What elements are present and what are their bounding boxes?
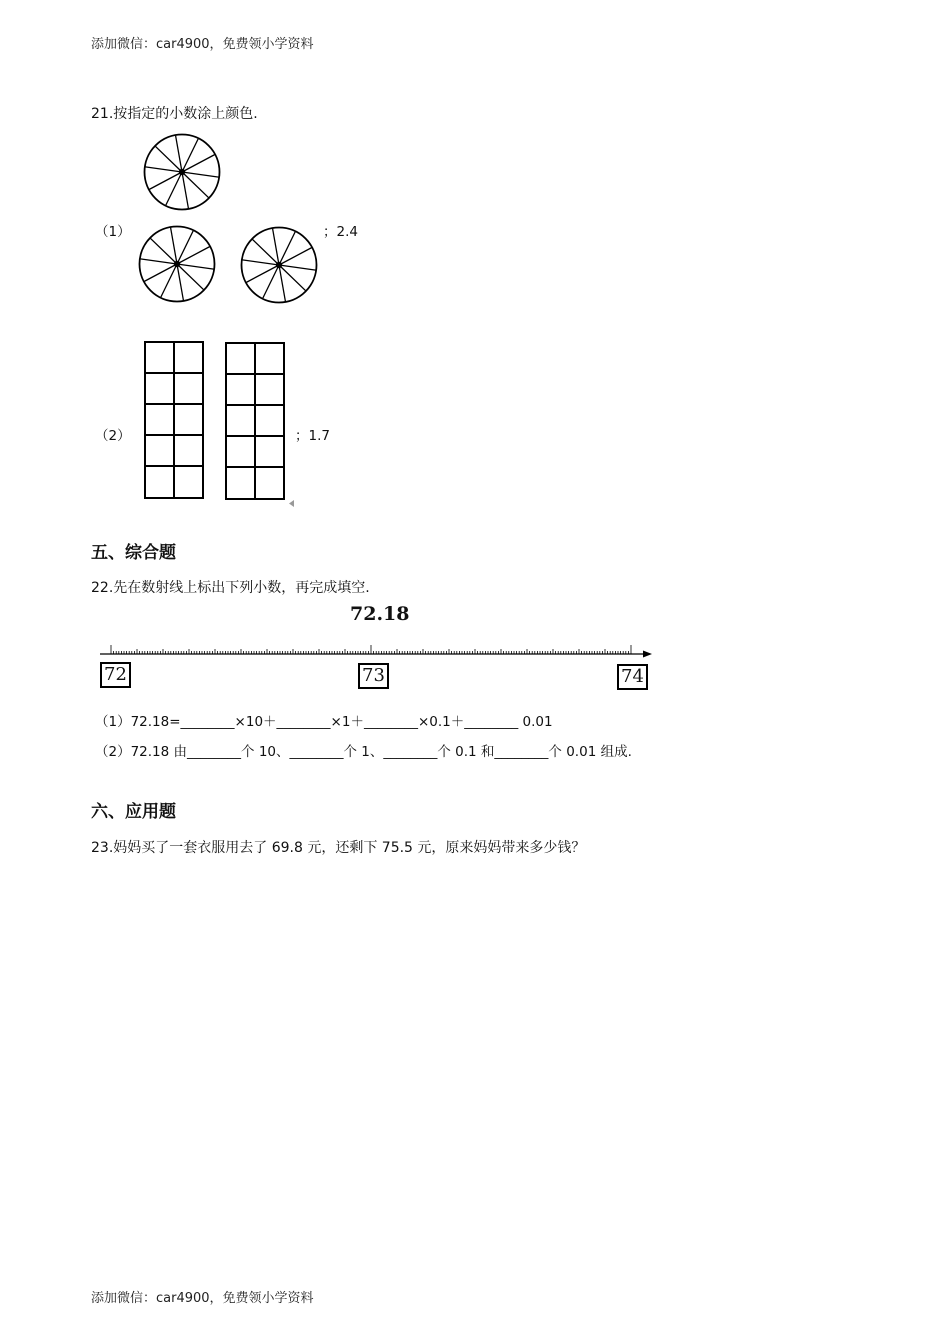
wheel-3 bbox=[240, 226, 318, 304]
q21-part2-answer: ；1.7 bbox=[295, 428, 330, 444]
small-arrow-mark bbox=[289, 500, 295, 508]
grid-2 bbox=[225, 342, 285, 500]
section-6-title: 六、应用题 bbox=[91, 802, 176, 822]
q22-line-2: （2）72.18 由________个 10、________个 1、________个 0.1 和________个 0.01 组成. bbox=[95, 744, 632, 760]
wheel-spoke bbox=[279, 265, 316, 270]
wheel-spoke bbox=[242, 260, 279, 265]
wheel-2 bbox=[138, 225, 216, 303]
q21-part2-label: （2） bbox=[95, 428, 131, 444]
number-label: 72.18 bbox=[350, 603, 410, 625]
q21-part1-answer: ；2.4 bbox=[323, 224, 358, 240]
grid-1 bbox=[144, 341, 204, 499]
wheel-spoke bbox=[177, 264, 214, 269]
q21-part1-label: （1） bbox=[95, 224, 131, 240]
wheel-spoke bbox=[140, 259, 177, 264]
wheel-spoke bbox=[182, 172, 219, 177]
q22-line-1: （1）72.18=________×10＋________×1＋________×0.1＋________ 0.01 bbox=[95, 714, 553, 730]
section-5-title: 五、综合题 bbox=[91, 543, 176, 563]
page-footer: 添加微信：car4900，免费领小学资料 bbox=[91, 1291, 314, 1306]
tick-label-74: 74 bbox=[617, 664, 648, 690]
q22-title: 22.先在数射线上标出下列小数，再完成填空. bbox=[91, 580, 370, 596]
q21-title: 21.按指定的小数涂上颜色. bbox=[91, 106, 258, 122]
wheel-spoke bbox=[145, 167, 182, 172]
wheel-1 bbox=[143, 133, 221, 211]
page-header: 添加微信：car4900，免费领小学资料 bbox=[91, 37, 314, 52]
tick-label-72: 72 bbox=[100, 662, 131, 688]
q23-title: 23.妈妈买了一套衣服用去了 69.8 元，还剩下 75.5 元，原来妈妈带来多少钱？ bbox=[91, 840, 586, 856]
tick-label-73: 73 bbox=[358, 663, 389, 689]
